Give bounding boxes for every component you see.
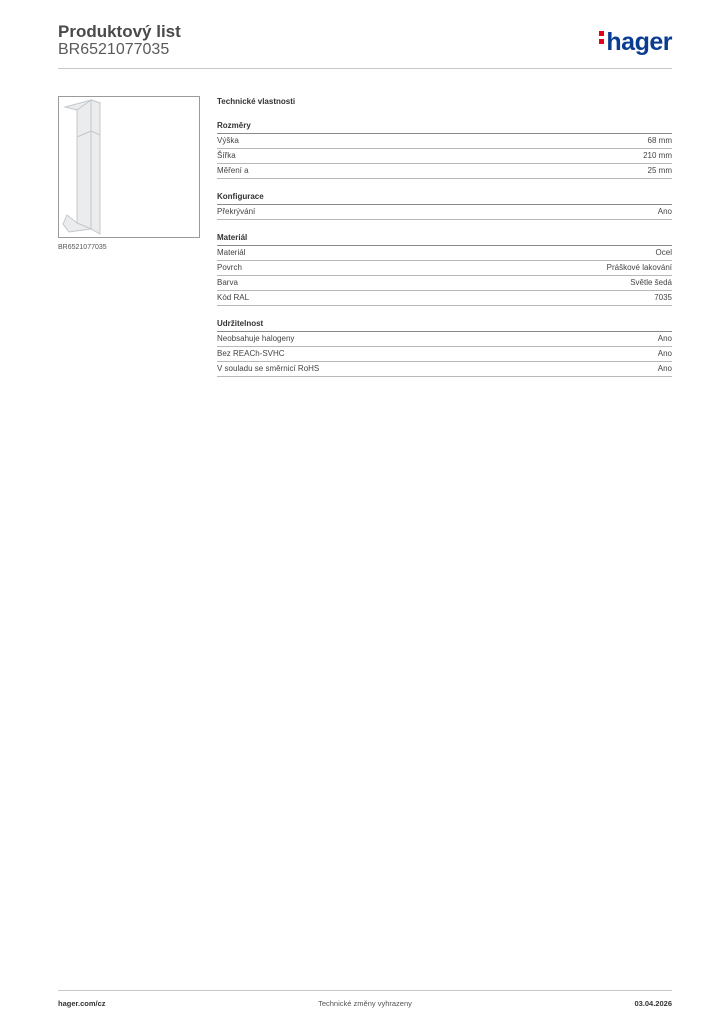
spec-value: 7035 [654, 293, 672, 302]
spec-label: Materiál [217, 248, 246, 257]
technical-specs [217, 96, 672, 389]
spec-label: Bez REACh-SVHC [217, 349, 285, 358]
spec-label: Šířka [217, 151, 236, 160]
page-footer [58, 990, 672, 1015]
spec-value: Práškové lakování [606, 263, 672, 272]
product-code: BR6521077035 [58, 41, 170, 58]
product-bracket-icon [59, 97, 199, 237]
spec-row [217, 149, 672, 164]
page-header [58, 22, 672, 69]
spec-row [217, 362, 672, 377]
spec-value: Ocel [655, 248, 672, 257]
spec-value: Světle šedá [630, 278, 672, 287]
spec-label: Výška [217, 136, 239, 145]
section-title: Materiál [217, 232, 672, 246]
spec-row [217, 332, 672, 347]
spec-value: 25 mm [647, 166, 672, 175]
spec-row [217, 134, 672, 149]
section-title: Konfigurace [217, 191, 672, 205]
spec-label: Barva [217, 278, 238, 287]
spec-label: Kód RAL [217, 293, 250, 302]
spec-row [217, 164, 672, 179]
spec-value: Ano [657, 207, 672, 216]
spec-row [217, 261, 672, 276]
product-image [58, 96, 200, 238]
spec-row [217, 347, 672, 362]
section-material [217, 232, 672, 306]
spec-value: Ano [657, 364, 672, 373]
spec-value: Ano [657, 334, 672, 343]
section-title: Rozměry [217, 120, 672, 134]
spec-label: V souladu se směrnicí RoHS [217, 364, 320, 373]
image-caption: BR6521077035 [58, 244, 107, 251]
hager-logo [599, 28, 672, 57]
spec-label: Neobsahuje halogeny [217, 334, 295, 343]
spec-label: Překrývání [217, 207, 256, 216]
spec-label: Měření a [217, 166, 249, 175]
spec-row [217, 246, 672, 261]
spec-label: Povrch [217, 263, 242, 272]
section-configuration [217, 191, 672, 220]
section-sustainability [217, 318, 672, 377]
spec-value: 68 mm [647, 136, 672, 145]
website-link[interactable]: hager.com/cz [58, 999, 106, 1008]
section-dimensions [217, 120, 672, 179]
spec-row [217, 291, 672, 306]
logo-text: hager [606, 28, 672, 56]
page-title: Produktový list [58, 22, 181, 41]
footer-date: 03.04.2026 [634, 999, 672, 1008]
section-title: Udržitelnost [217, 318, 672, 332]
footer-notice: Technické změny vyhrazeny [318, 999, 412, 1008]
specs-title: Technické vlastnosti [217, 97, 296, 106]
spec-value: Ano [657, 349, 672, 358]
spec-row [217, 276, 672, 291]
spec-value: 210 mm [643, 151, 672, 160]
logo-dots-icon [599, 31, 604, 47]
spec-row [217, 205, 672, 220]
